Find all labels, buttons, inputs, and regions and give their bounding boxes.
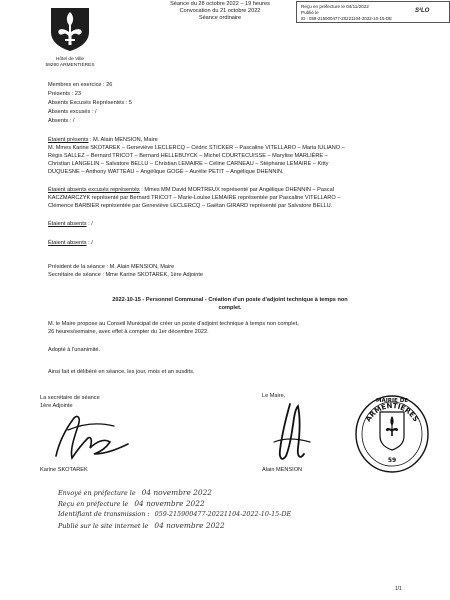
- presents-label: Étaient présents: [48, 137, 89, 143]
- presents-line5: DUQUESNE – Anthony WATTEAU – Angélique GOGÉ – Aurélie PETIT – Angélique DHENNIN.: [48, 169, 284, 175]
- presents-line1: [48, 137, 158, 144]
- deliberation-title-line1: 2022-10-15 - Personnel Communal - Création d'un poste d'adjoint technique à temps non: [112, 297, 348, 303]
- convocation-date: Convocation du 21 octobre 2022: [179, 8, 261, 14]
- seance-type: Séance ordinaire: [198, 15, 242, 21]
- presents-line4: Christian LANGELIN – Salvatore BELLU – Christian LEMAIRE – Céline CARNEAU – Stéphanie LEMAIRE – Kitty: [48, 161, 329, 167]
- transmission-sent-label: Envoyé en préfecture le: [58, 489, 136, 497]
- presents-line3: Régis SALLEZ – Bernard TRICOT – Bernard HELLEBUYCK – Michel COURTECUISSE – Marylise MARLIÈRE –: [48, 153, 328, 159]
- secretary-title2: 1ère Adjointe: [40, 403, 73, 409]
- transmission-line1: [58, 488, 212, 497]
- represented-label: Étaient absents excusés représentés: [48, 187, 140, 193]
- transmission-line3: [58, 510, 291, 518]
- seal-text-dept: 59: [387, 457, 397, 464]
- city-seal-icon: [352, 392, 432, 474]
- crest-city-line2: 59280 ARMENTIÈRES: [45, 63, 95, 68]
- absent-count: Absents : /: [48, 118, 75, 124]
- secretary-title1: La secrétaire de séance: [40, 395, 100, 401]
- absent-label: Étaient absents: [48, 240, 87, 246]
- seance-date: Séance du 28 octobre 2022 – 19 heures: [170, 1, 270, 7]
- transmission-line4: [58, 521, 225, 530]
- transmission-line2: [58, 499, 205, 508]
- presents-mayor: : M. Alain MENSION, Maire: [88, 137, 158, 143]
- excused-label: Étaient absents: [48, 221, 87, 227]
- transmission-received-date: 04 novembre 2022: [134, 499, 205, 508]
- deliberation-title-line2: complet.: [218, 305, 242, 311]
- represented-line3: Clémence BARBIER représentée par Geneviève LECLERCQ – Gaëtan GIRARD représenté par Salvatore BELLU.: [48, 203, 333, 209]
- president-line: Président de la séance : M. Alain MENSION, Maire: [48, 264, 175, 270]
- transmission-id-value: 059-215900477-20221104-2022-10-15-DE: [154, 510, 292, 518]
- reception-line1: Reçu en préfecture le 04/11/2022: [301, 4, 369, 9]
- absent-value: : /: [86, 240, 93, 246]
- mayor-signature: [260, 398, 320, 470]
- represented-line1: [48, 187, 334, 194]
- transmission-received-label: Reçu en préfecture le: [58, 500, 129, 508]
- deliberation-body-line1: M. le Maire propose au Conseil Municipal de créer un poste d'adjoint technique à temps non complet,: [48, 321, 299, 327]
- deliberation-body-line2: 26 heures/semaine, avec effet à compter du 1er décembre 2022.: [48, 329, 209, 335]
- represented-count: Absents Excusés Représentés : 5: [48, 100, 132, 106]
- adopted-line: Adopté à l'unanimité.: [48, 347, 101, 353]
- closing-line: Ainsi fait et délibéré en séance, les jour, mois et an susdits.: [48, 369, 195, 375]
- secretary-line: Secrétaire de séance : Mme Karine SKOTAREK, 1ère Adjointe: [48, 272, 204, 278]
- excused-value: : /: [86, 221, 93, 227]
- city-crest: [48, 6, 92, 52]
- secretary-name: Karine SKOTAREK: [40, 467, 88, 473]
- page-number: 1/1: [395, 586, 402, 592]
- reception-line2: Publié le: [301, 10, 319, 15]
- seal-text-top: MAIRIE DE: [375, 398, 409, 404]
- seal-text-city: ARMENTIÈRES: [364, 401, 420, 424]
- mayor-name: Alain MENSION: [262, 467, 303, 473]
- transmission-published-date: 04 novembre 2022: [154, 521, 225, 530]
- represented-line2: KACZMARCZYK représenté par Bernard TRICOT – Marie-Louise LEMAIRE représentée par Pascaline VITELLARO –: [48, 195, 341, 201]
- mayor-title: Le Maire,: [262, 393, 286, 399]
- reception-stamp: [296, 1, 450, 23]
- excused-count: Absents excusés : /: [48, 109, 97, 115]
- city-seal: [352, 392, 432, 474]
- present-count: Présents : 23: [48, 91, 81, 97]
- fleur-de-lis-shield-icon: [48, 6, 92, 52]
- represented-text1: : Mmes MM David MORTREUX représenté par Angélique DHENNIN – Pascal: [139, 187, 334, 193]
- transmission-published-label: Publié sur le site internet le: [58, 522, 149, 530]
- reception-stamp-logo: S²LO: [415, 8, 430, 14]
- members-count: Membres en exercice : 26: [48, 82, 113, 88]
- secretary-signature: [48, 408, 138, 468]
- crest-city-line1: Hôtel de Ville: [55, 57, 85, 62]
- absent-line: [48, 240, 93, 247]
- transmission-sent-date: 04 novembre 2022: [141, 488, 212, 497]
- presents-line2: M. Mmes Karine SKOTAREK – Geneviève LECLERCQ – Cédric STICKER – Pascaline VITELLARO – Maria IULIANO –: [48, 145, 345, 151]
- transmission-id-label: Identifiant de transmission :: [58, 510, 150, 518]
- reception-line3: ID : 059-215900477-20221104-2022-10-15-DE: [301, 16, 392, 21]
- excused-line: [48, 221, 93, 228]
